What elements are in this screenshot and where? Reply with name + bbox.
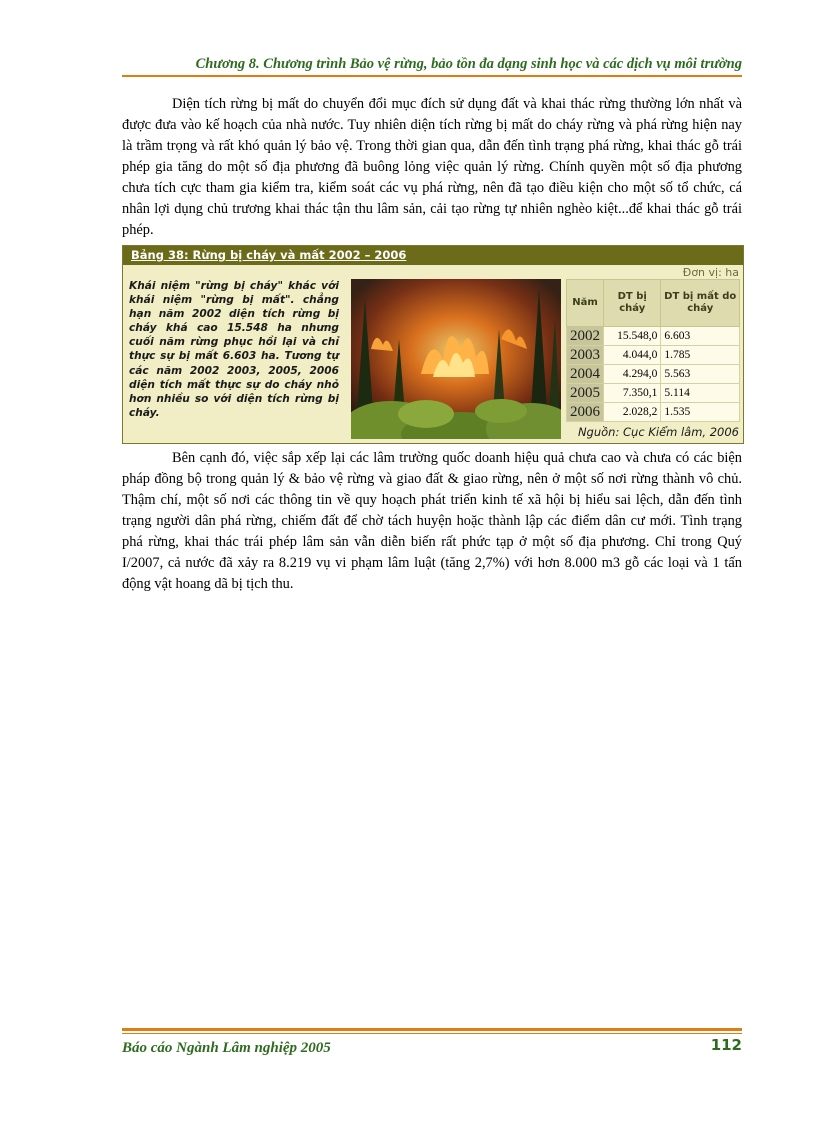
table-38-box: [122, 245, 744, 444]
col-header-year: Năm: [567, 280, 604, 327]
forest-fire-image: [351, 279, 561, 439]
table-row: [567, 346, 740, 365]
table-row: [567, 327, 740, 346]
header-divider: [122, 75, 742, 77]
table-source: Nguồn: Cục Kiểm lâm, 2006: [577, 425, 739, 439]
box-header-bar: [123, 246, 743, 265]
burned-cell: 7.350,1: [604, 384, 661, 403]
table-row: [567, 365, 740, 384]
paragraph-1: Diện tích rừng bị mất do chuyển đổi mục đích sử dụng đất và khai thác rừng thường lớn nhất và được đưa vào kế hoạch của nhà nước. Tuy nhiên diện tích rừng bị mất do cháy rừng và phá rừng hiện nay là trầm trọng và rất khó quản lý bảo vệ. Trong thời gian qua, dẫn đến tình trạng phá rừng, khai thác gỗ trái phép gia tăng do một số địa phương đã buông lỏng việc quản lý rừng. Chính quyền một số địa phương chưa tích cực tham gia kiểm tra, kiểm soát các vụ phá rừng, nên đã tạo điều kiện cho một số tổ chức, cá nhân lợi dụng chủ trương khai thác tận thu lâm sản, cải tạo rừng tự nhiên nghèo kiệt...để khai thác gỗ trái phép.: [122, 96, 742, 238]
lost-cell: 5.563: [661, 365, 740, 384]
report-title-footer: Báo cáo Ngành Lâm nghiệp 2005: [122, 1040, 331, 1056]
lost-cell: 1.785: [661, 346, 740, 365]
fire-data-table: [566, 279, 740, 422]
table-row: [567, 403, 740, 422]
paragraph-2: Bên cạnh đó, việc sắp xếp lại các lâm trường quốc doanh hiệu quả chưa cao và chưa có các biện pháp đồng bộ trong quản lý & bảo vệ rừng và giao đất & giao rừng, nên ở một số nơi rừng thành vô chủ. Thậm chí, một số nơi các thông tin về quy hoạch phát triển kinh tế xã hội bị hiểu sai lệch, dẫn đến tình trạng người dân phá rừng, chiếm đất để chờ tách huyện hoặc thành lập các điểm dân cư mới. Tình trạng phá rừng, khai thác trái phép lâm sản vẫn diễn biến rất phức tạp ở một số địa phương. Chỉ trong Quý I/2007, cả nước đã xảy ra 8.219 vụ vi phạm lâm luật (tăng 2,7%) với hơn 8.000 m3 gỗ các loại và 1 tấn động vật hoang dã bị tịch thu.: [122, 450, 742, 592]
burned-cell: 4.044,0: [604, 346, 661, 365]
footer-divider-thick: [122, 1028, 742, 1031]
page-number: 112: [710, 1036, 742, 1054]
lost-cell: 5.114: [661, 384, 740, 403]
year-cell: 2005: [567, 384, 604, 403]
burned-cell: 4.294,0: [604, 365, 661, 384]
box-note: Khái niệm "rừng bị cháy" khác với khái niệm "rừng bị mất". chẳng hạn năm 2002 diện tích rừng bị cháy khá cao 15.548 ha nhưng cuối năm rừng phục hồi lại và chỉ thực sự bị mất 6.603 ha. Tương tự các năm 2002 2003, 2005, 2006 diện tích mất thực sự do cháy nhỏ hơn nhiều so với diện tích rừng bị cháy.: [129, 280, 339, 419]
lost-cell: 6.603: [661, 327, 740, 346]
col-header-burned: DT bị cháy: [604, 280, 661, 327]
col-header-lost: DT bị mất do cháy: [661, 280, 740, 327]
unit-label: Đơn vị: ha: [682, 266, 739, 279]
table-row: [567, 384, 740, 403]
box-title: Bảng 38: Rừng bị cháy và mất 2002 – 2006: [131, 248, 407, 262]
forest-fire-photo: [351, 279, 561, 439]
year-cell: 2006: [567, 403, 604, 422]
chapter-header: Chương 8. Chương trình Bảo vệ rừng, bảo tồn đa dạng sinh học và các dịch vụ môi trường: [195, 56, 742, 72]
year-cell: 2002: [567, 327, 604, 346]
year-cell: 2004: [567, 365, 604, 384]
footer-divider-thin: [122, 1033, 742, 1034]
lost-cell: 1.535: [661, 403, 740, 422]
year-cell: 2003: [567, 346, 604, 365]
burned-cell: 15.548,0: [604, 327, 661, 346]
table-header-row: [567, 280, 740, 327]
burned-cell: 2.028,2: [604, 403, 661, 422]
